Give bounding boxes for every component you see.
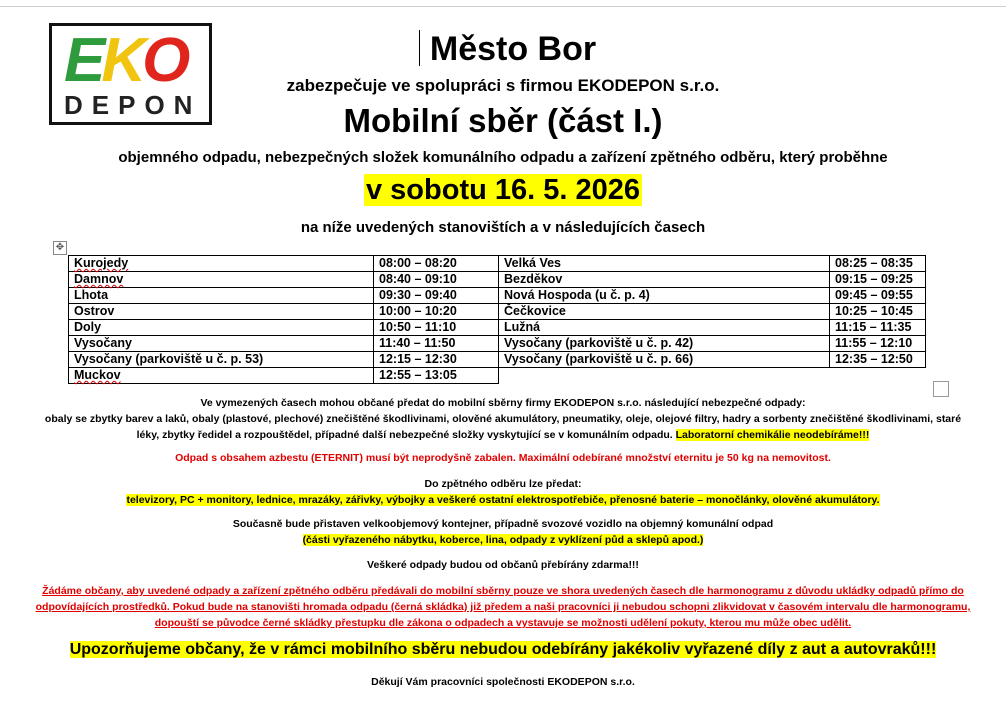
partner-line: zabezpečuje ve spolupráci s firmou EKODEPON s.r.o.	[286, 76, 720, 95]
subtitle: objemného odpadu, nebezpečných složek komunálního odpadu a zařízení zpětného odběru, který proběhne	[118, 149, 888, 166]
container-items: (části vyřazeného nábytku, koberce, lina, odpady z vyklízení půd a sklepů apod.)	[302, 534, 704, 546]
hazardous-waste-paragraph: Ve vymezených časech mohou občané předat do mobilní sběrny firmy EKODEPON s.r.o. následující nebezpečné odpady: obaly se zbytky barev a laků, obaly (plastové, plechové) znečištěné škodlivinami, olověné akumulátory, pneumatiky, oleje, olejové filtry, hadry a sorbenty znečištěné škodlivinami, staré léky, zbytky ředidel a rozpouštědel, případné další nebezpečné složky vyskytující se v komunálním odpadu. Laboratorní chemikálie neodebíráme!!!	[44, 397, 962, 441]
asbestos-note: Odpad s obsahem azbestu (ETERNIT) musí být neprodyšně zabalen. Maximální odebírané množství eternitu je 50 kg na nemovitost.	[175, 452, 831, 464]
takeback-paragraph: Do zpětného odběru lze předat: televizory, PC + monitory, lednice, mrazáky, zářivky, výbojky a veškeré ostatní elektrospotřebiče, přenosné baterie – monočlánky, olověné akumulátory.	[126, 478, 880, 506]
table-row: Lhota 09:30 – 09:40 Nová Hospoda (u č. p. 4) 09:45 – 09:55	[69, 288, 926, 304]
car-parts-warning: Upozorňujeme občany, že v rámci mobilního sběru nebudou odebírány jakékoliv vyřazené díly z aut a autovraků!!!	[69, 641, 937, 658]
city-title: Město Bor	[429, 30, 597, 68]
event-date: v sobotu 16. 5. 2026	[365, 174, 640, 206]
request-paragraph: Žádáme občany, aby uvedené odpady a zařízení zpětného odběru předávali do mobilní sběrny pouze ve shora uvedených časech dle harmonogramu z důvodu ukládky odpadů přímo do odpovídajících prostředků. Pokud bude na stanovišti hromada odpadu (černá skládka) již předem a naši pracovníci ji nebudou schopni zlikvidovat v časovém intervalu dle harmonogramu, dopouští se původce černé skládky přestupku dle zákona o odpadech a vystavuje se možnosti udělení pokuty, kterou mu může obec udělit.	[35, 585, 971, 629]
table-row: Vysočany (parkoviště u č. p. 53) 12:15 – 12:30 Vysočany (parkoviště u č. p. 66) 12:35 – 12:50	[69, 352, 926, 368]
table-row: Doly 10:50 – 11:10 Lužná 11:15 – 11:35	[69, 320, 926, 336]
container-paragraph: Současně bude přistaven velkoobjemový kontejner, případně svozové vozidlo na objemný komunální odpad (části vyřazeného nábytku, koberce, lina, odpady z vyklízení půd a sklepů apod.)	[232, 518, 774, 546]
table-row: Muckov 12:55 – 13:05	[69, 368, 926, 384]
logo-eko-text: EKO	[64, 26, 187, 95]
page-top-border	[0, 6, 1006, 7]
takeback-items: televizory, PC + monitory, lednice, mrazáky, zářivky, výbojky a veškeré ostatní elektrospotřebiče, přenosné baterie – monočlánky, olověné akumulátory.	[126, 494, 880, 506]
table-row: Ostrov 10:00 – 10:20 Čečkovice 10:25 – 10:45	[69, 304, 926, 320]
thanks-line: Děkují Vám pracovníci společnosti EKODEPON s.r.o.	[371, 676, 635, 688]
logo-depon-text: DEPON	[64, 90, 202, 120]
table-row: Vysočany 11:40 – 11:50 Vysočany (parkoviště u č. p. 42) 11:55 – 12:10	[69, 336, 926, 352]
lab-chemicals-note: Laboratorní chemikálie neodebíráme!!!	[675, 429, 870, 441]
table-move-handle-icon[interactable]: ✥	[53, 241, 67, 255]
table-row: Kurojedy 08:00 – 08:20 Velká Ves 08:25 – 08:35	[69, 256, 926, 272]
locations-intro: na níže uvedených stanovištích a v následujících časech	[300, 219, 706, 236]
free-collection-note: Veškeré odpady budou od občanů přebírány zdarma!!!	[367, 559, 639, 571]
schedule-table	[68, 255, 926, 384]
main-title: Mobilní sběr (část I.)	[343, 102, 663, 139]
table-row: Damnov 08:40 – 09:10 Bezděkov 09:15 – 09:25	[69, 272, 926, 288]
